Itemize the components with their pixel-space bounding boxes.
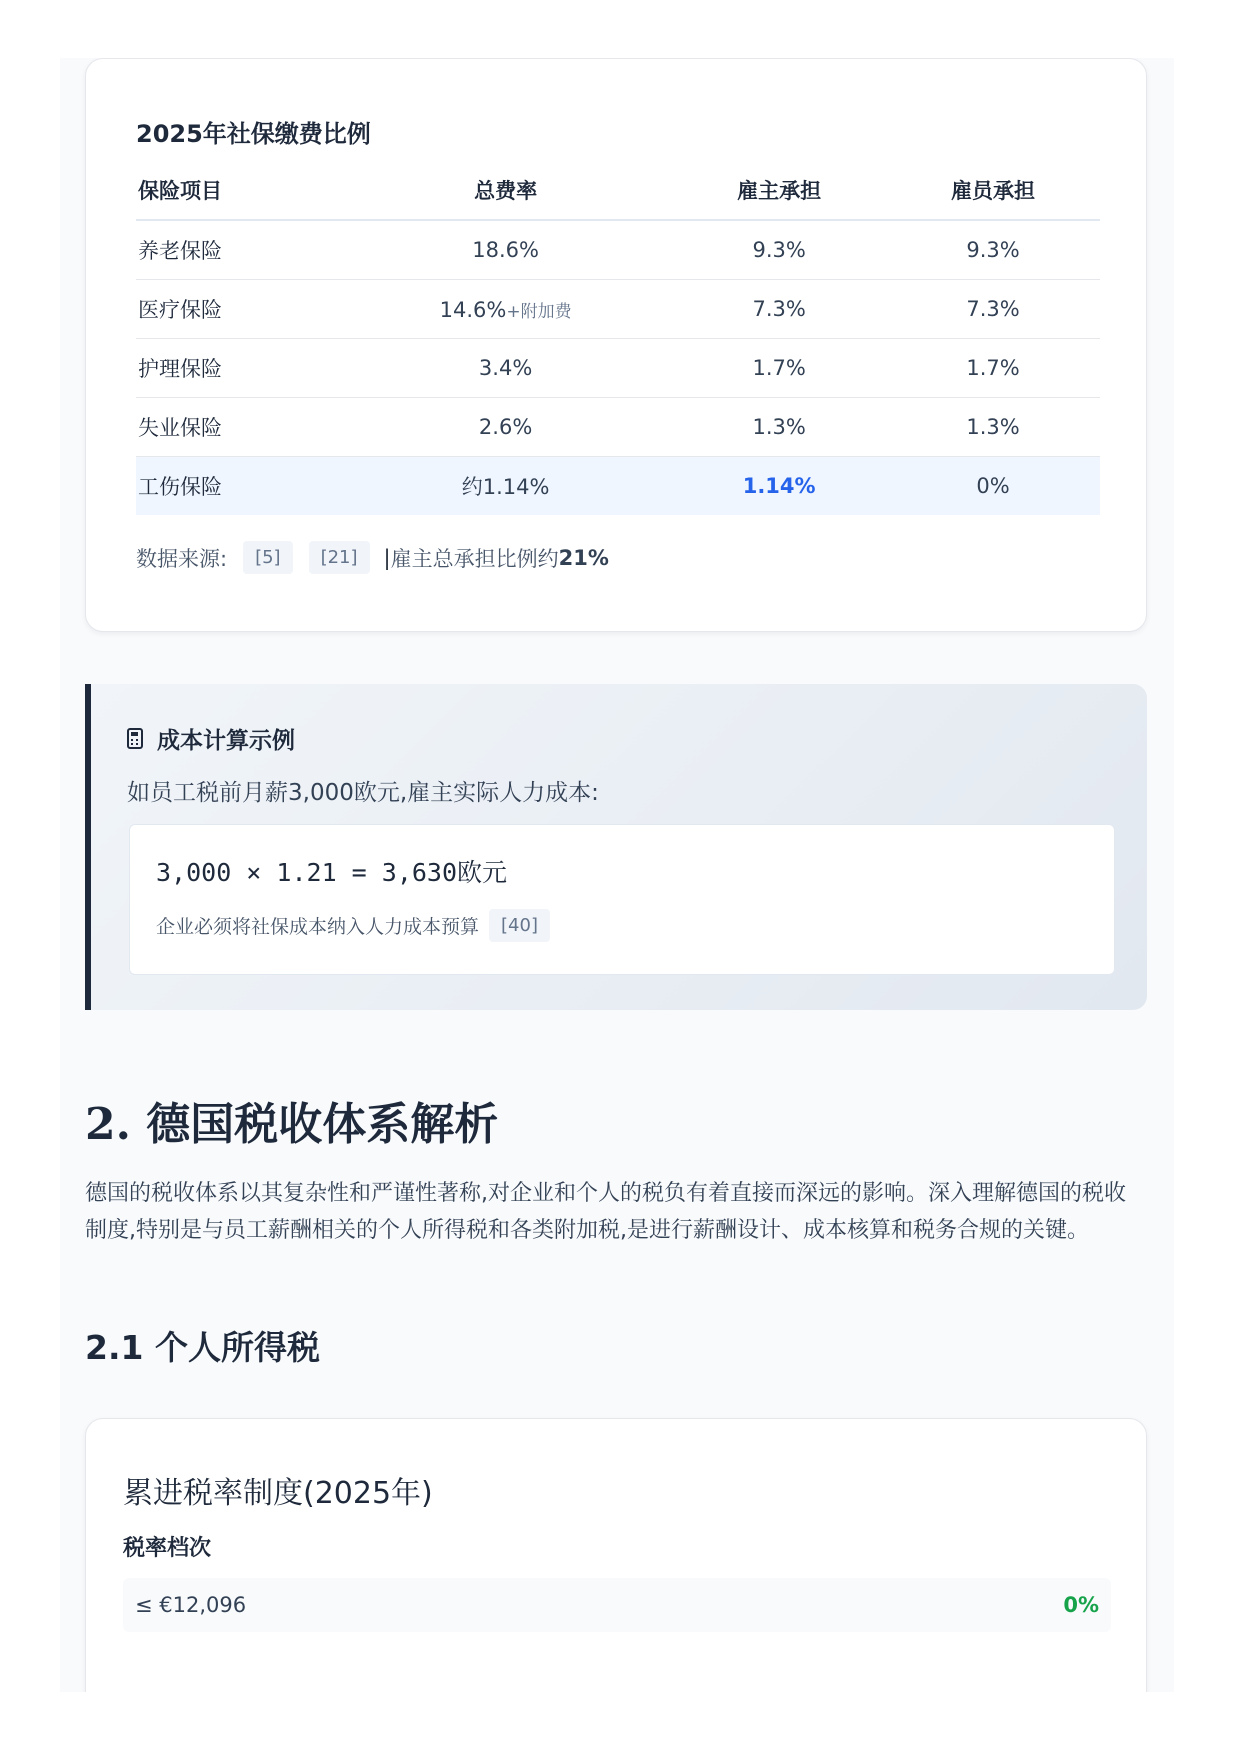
row-employee: 1.7%: [886, 339, 1100, 398]
bracket-range: ≤ €12,096: [135, 1593, 247, 1617]
table-row-highlighted: [136, 457, 1100, 516]
tax-brackets-heading: 税率档次: [123, 1536, 212, 1561]
citation-link-40[interactable]: [40]: [489, 909, 550, 942]
row-total: 3.4%: [339, 339, 672, 398]
header-employer: 雇主承担: [672, 161, 886, 220]
header-item: 保险项目: [136, 161, 339, 220]
row-employee: 9.3%: [886, 220, 1100, 280]
row-employee: 0%: [886, 457, 1100, 516]
formula-unit: 欧元: [457, 858, 508, 887]
data-source-line: [136, 541, 609, 574]
surcharge-note: +附加费: [506, 301, 572, 322]
table-header-row: [136, 161, 1100, 220]
tax-card-title: 累进税率制度(2025年): [123, 1476, 433, 1511]
table-row: [136, 398, 1100, 457]
table-row: [136, 339, 1100, 398]
row-item: 医疗保险: [136, 280, 339, 339]
formula-box: [129, 824, 1115, 975]
row-employee: 1.3%: [886, 398, 1100, 457]
cost-calculation-callout: [85, 684, 1147, 1010]
tax-bracket-row: [123, 1578, 1111, 1632]
header-total: 总费率: [339, 161, 672, 220]
formula-note: [156, 909, 550, 942]
table-row: [136, 280, 1100, 339]
formula-expression: 3,000 × 1.21 = 3,630: [156, 858, 458, 887]
formula: [156, 853, 507, 889]
section-heading: 2. 德国税收体系解析: [85, 1099, 499, 1150]
callout-title: 成本计算示例: [157, 728, 295, 754]
row-employer: 9.3%: [672, 220, 886, 280]
row-employer-highlight: 1.14%: [672, 457, 886, 516]
header-employee: 雇员承担: [886, 161, 1100, 220]
row-total: 14.6%+附加费: [339, 280, 672, 339]
bracket-rate: 0%: [1063, 1593, 1099, 1617]
table-row: [136, 220, 1100, 280]
calculator-icon: [127, 728, 143, 749]
social-table-title: 2025年社保缴费比例: [136, 120, 371, 148]
row-employer: 1.7%: [672, 339, 886, 398]
subsection-heading: 2.1 个人所得税: [85, 1328, 320, 1367]
formula-note-text: 企业必须将社保成本纳入人力成本预算: [156, 916, 480, 938]
citation-link-21[interactable]: [21]: [309, 541, 370, 574]
row-employer: 1.3%: [672, 398, 886, 457]
row-total: 18.6%: [339, 220, 672, 280]
social-insurance-table: [136, 161, 1100, 515]
progressive-tax-card: [85, 1418, 1147, 1692]
summary-value: 21%: [558, 545, 609, 570]
callout-heading: [127, 722, 295, 755]
callout-intro: 如员工税前月薪3,000欧元,雇主实际人力成本:: [127, 780, 599, 806]
row-total: 2.6%: [339, 398, 672, 457]
social-insurance-card: [85, 58, 1147, 632]
page: [60, 58, 1174, 1692]
summary-text: 雇主总承担比例约: [390, 546, 559, 571]
row-employee: 7.3%: [886, 280, 1100, 339]
row-item: 工伤保险: [136, 457, 339, 516]
source-label: 数据来源:: [136, 546, 228, 571]
row-employer: 7.3%: [672, 280, 886, 339]
row-item: 护理保险: [136, 339, 339, 398]
row-total: 约1.14%: [339, 457, 672, 516]
row-item: 失业保险: [136, 398, 339, 457]
separator: |: [383, 545, 391, 570]
row-item: 养老保险: [136, 220, 339, 280]
citation-link-5[interactable]: [5]: [243, 541, 293, 574]
section-paragraph: 德国的税收体系以其复杂性和严谨性著称,对企业和个人的税负有着直接而深远的影响。深入理解德国的税收制度,特别是与员工薪酬相关的个人所得税和各类附加税,是进行薪酬设计、成本核算和税务合规的关键。: [85, 1181, 1126, 1243]
